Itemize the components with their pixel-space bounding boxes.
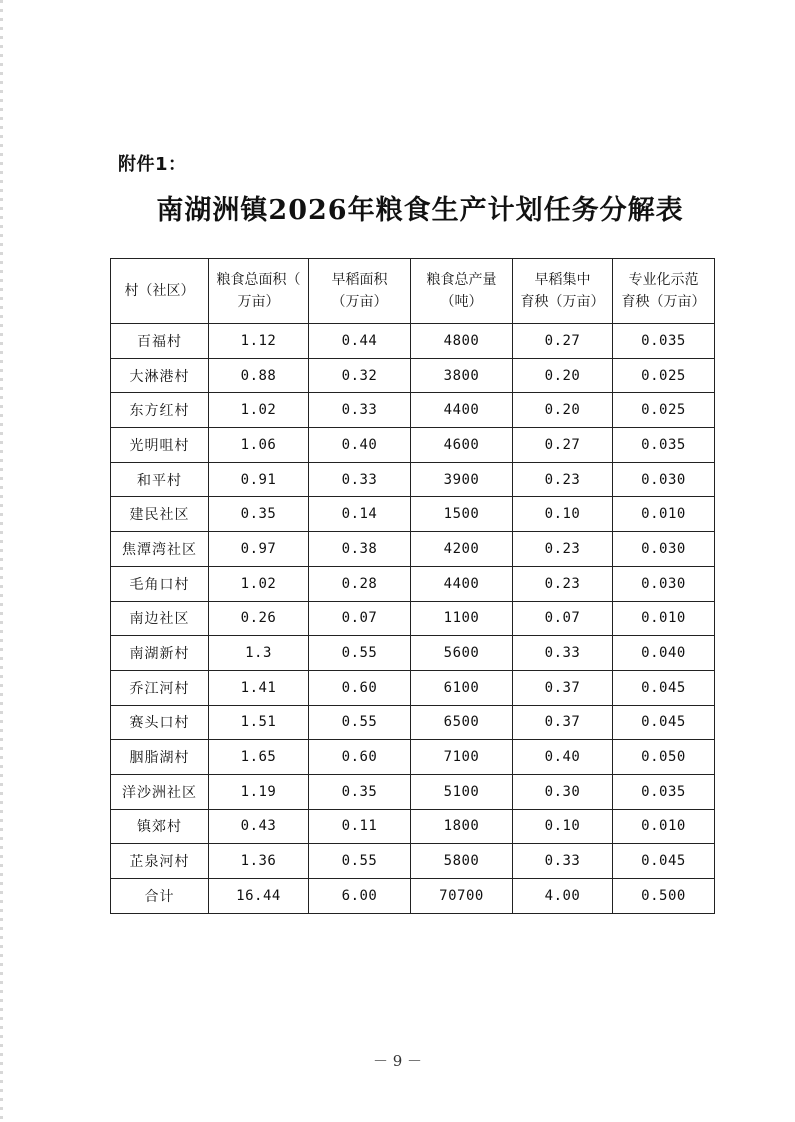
early-rice-area-value: 0.28: [309, 566, 411, 601]
total-area-value: 0.43: [209, 809, 309, 844]
grain-plan-table: [110, 258, 715, 914]
total-output-value: 4200: [411, 532, 513, 567]
demo-seedling-value: 0.035: [613, 324, 715, 359]
demo-seedling-value: 0.030: [613, 462, 715, 497]
early-rice-area-value: 0.60: [309, 670, 411, 705]
total-area-value: 1.19: [209, 774, 309, 809]
total-area-value: 0.35: [209, 497, 309, 532]
total-area-value: 0.26: [209, 601, 309, 636]
demo-seedling-value: 0.050: [613, 740, 715, 775]
centralized-seedling-value: 0.23: [513, 462, 613, 497]
centralized-seedling-sum: 4.00: [513, 879, 613, 914]
total-output-value: 1100: [411, 601, 513, 636]
centralized-seedling-value: 0.23: [513, 532, 613, 567]
early-rice-area-value: 0.55: [309, 844, 411, 879]
demo-seedling-value: 0.045: [613, 670, 715, 705]
header-centralized-seedling-line2: 育秧（万亩）: [520, 294, 605, 310]
centralized-seedling-value: 0.07: [513, 601, 613, 636]
demo-seedling-value: 0.025: [613, 358, 715, 393]
table-row: [111, 774, 715, 809]
early-rice-area-value: 0.44: [309, 324, 411, 359]
village-name: 焦潭湾社区: [111, 532, 209, 567]
demo-seedling-value: 0.010: [613, 601, 715, 636]
demo-seedling-value: 0.035: [613, 774, 715, 809]
header-total-output: [411, 259, 513, 324]
header-early-rice-area: [309, 259, 411, 324]
centralized-seedling-value: 0.40: [513, 740, 613, 775]
table-row: [111, 844, 715, 879]
centralized-seedling-value: 0.37: [513, 705, 613, 740]
centralized-seedling-value: 0.27: [513, 324, 613, 359]
table-row: [111, 636, 715, 671]
village-name: 芷泉河村: [111, 844, 209, 879]
centralized-seedling-value: 0.37: [513, 670, 613, 705]
centralized-seedling-value: 0.30: [513, 774, 613, 809]
village-name: 南边社区: [111, 601, 209, 636]
total-area-value: 1.65: [209, 740, 309, 775]
header-total-area: [209, 259, 309, 324]
centralized-seedling-value: 0.27: [513, 428, 613, 463]
total-output-value: 5800: [411, 844, 513, 879]
table-row: [111, 497, 715, 532]
demo-seedling-value: 0.035: [613, 428, 715, 463]
total-output-value: 6100: [411, 670, 513, 705]
total-output-value: 7100: [411, 740, 513, 775]
header-early-rice-area-line1: 早稻面积: [331, 272, 388, 288]
village-name: 洋沙洲社区: [111, 774, 209, 809]
document-title: 南湖洲镇2026年粮食生产计划任务分解表: [156, 195, 684, 226]
table-row: [111, 393, 715, 428]
table-row: [111, 428, 715, 463]
total-output-value: 4400: [411, 566, 513, 601]
early-rice-area-value: 0.55: [309, 705, 411, 740]
total-output-sum: 70700: [411, 879, 513, 914]
total-area-value: 1.51: [209, 705, 309, 740]
centralized-seedling-value: 0.20: [513, 358, 613, 393]
centralized-seedling-value: 0.10: [513, 497, 613, 532]
header-total-area-line1: 粮食总面积（: [216, 272, 301, 288]
village-name: 光明咀村: [111, 428, 209, 463]
centralized-seedling-value: 0.23: [513, 566, 613, 601]
total-output-value: 5600: [411, 636, 513, 671]
centralized-seedling-value: 0.33: [513, 844, 613, 879]
table-row: [111, 532, 715, 567]
total-output-value: 4600: [411, 428, 513, 463]
header-demo-seedling-line1: 专业化示范: [628, 272, 699, 288]
total-output-value: 3800: [411, 358, 513, 393]
demo-seedling-value: 0.025: [613, 393, 715, 428]
header-centralized-seedling-line1: 早稻集中: [534, 272, 591, 288]
page-number: － 9 －: [372, 1052, 423, 1070]
header-village: [111, 259, 209, 324]
early-rice-area-sum: 6.00: [309, 879, 411, 914]
village-name: 和平村: [111, 462, 209, 497]
demo-seedling-sum: 0.500: [613, 879, 715, 914]
header-total-output-line1: 粮食总产量: [426, 272, 497, 288]
total-area-value: 1.02: [209, 393, 309, 428]
total-area-value: 0.91: [209, 462, 309, 497]
table-row: [111, 566, 715, 601]
table-row: [111, 601, 715, 636]
centralized-seedling-value: 0.20: [513, 393, 613, 428]
table-header-row: [111, 259, 715, 324]
early-rice-area-value: 0.55: [309, 636, 411, 671]
attachment-label: 附件1：: [118, 154, 187, 175]
total-area-value: 1.3: [209, 636, 309, 671]
early-rice-area-value: 0.11: [309, 809, 411, 844]
village-name: 赛头口村: [111, 705, 209, 740]
total-label: 合计: [111, 879, 209, 914]
demo-seedling-value: 0.045: [613, 844, 715, 879]
table-row: [111, 705, 715, 740]
early-rice-area-value: 0.07: [309, 601, 411, 636]
table-row: [111, 324, 715, 359]
demo-seedling-value: 0.010: [613, 497, 715, 532]
total-output-value: 4400: [411, 393, 513, 428]
total-output-value: 5100: [411, 774, 513, 809]
village-name: 东方红村: [111, 393, 209, 428]
demo-seedling-value: 0.030: [613, 566, 715, 601]
total-area-value: 1.06: [209, 428, 309, 463]
demo-seedling-value: 0.010: [613, 809, 715, 844]
village-name: 大淋港村: [111, 358, 209, 393]
early-rice-area-value: 0.33: [309, 462, 411, 497]
total-area-value: 0.97: [209, 532, 309, 567]
village-name: 南湖新村: [111, 636, 209, 671]
village-name: 乔江河村: [111, 670, 209, 705]
early-rice-area-value: 0.14: [309, 497, 411, 532]
table-row: [111, 740, 715, 775]
village-name: 镇郊村: [111, 809, 209, 844]
demo-seedling-value: 0.040: [613, 636, 715, 671]
centralized-seedling-value: 0.10: [513, 809, 613, 844]
table-row: [111, 358, 715, 393]
total-area-value: 1.41: [209, 670, 309, 705]
total-area-sum: 16.44: [209, 879, 309, 914]
total-output-value: 3900: [411, 462, 513, 497]
header-demo-seedling: [613, 259, 715, 324]
early-rice-area-value: 0.33: [309, 393, 411, 428]
demo-seedling-value: 0.030: [613, 532, 715, 567]
total-area-value: 1.02: [209, 566, 309, 601]
header-village-line1: 村（社区）: [124, 283, 195, 299]
early-rice-area-value: 0.35: [309, 774, 411, 809]
total-area-value: 0.88: [209, 358, 309, 393]
early-rice-area-value: 0.38: [309, 532, 411, 567]
total-output-value: 1500: [411, 497, 513, 532]
header-centralized-seedling: [513, 259, 613, 324]
village-name: 毛角口村: [111, 566, 209, 601]
header-early-rice-area-line2: （万亩）: [331, 294, 388, 310]
early-rice-area-value: 0.40: [309, 428, 411, 463]
table-row: [111, 809, 715, 844]
total-output-value: 6500: [411, 705, 513, 740]
scan-edge: [0, 0, 3, 1122]
header-demo-seedling-line2: 育秧（万亩）: [621, 294, 706, 310]
village-name: 建民社区: [111, 497, 209, 532]
village-name: 胭脂湖村: [111, 740, 209, 775]
demo-seedling-value: 0.045: [613, 705, 715, 740]
total-output-value: 1800: [411, 809, 513, 844]
village-name: 百福村: [111, 324, 209, 359]
table-row: [111, 462, 715, 497]
total-area-value: 1.12: [209, 324, 309, 359]
early-rice-area-value: 0.60: [309, 740, 411, 775]
early-rice-area-value: 0.32: [309, 358, 411, 393]
header-total-area-line2: 万亩）: [237, 294, 280, 310]
header-total-output-line2: （吨）: [440, 294, 483, 310]
total-area-value: 1.36: [209, 844, 309, 879]
table-row: [111, 670, 715, 705]
centralized-seedling-value: 0.33: [513, 636, 613, 671]
table-total-row: [111, 879, 715, 914]
total-output-value: 4800: [411, 324, 513, 359]
